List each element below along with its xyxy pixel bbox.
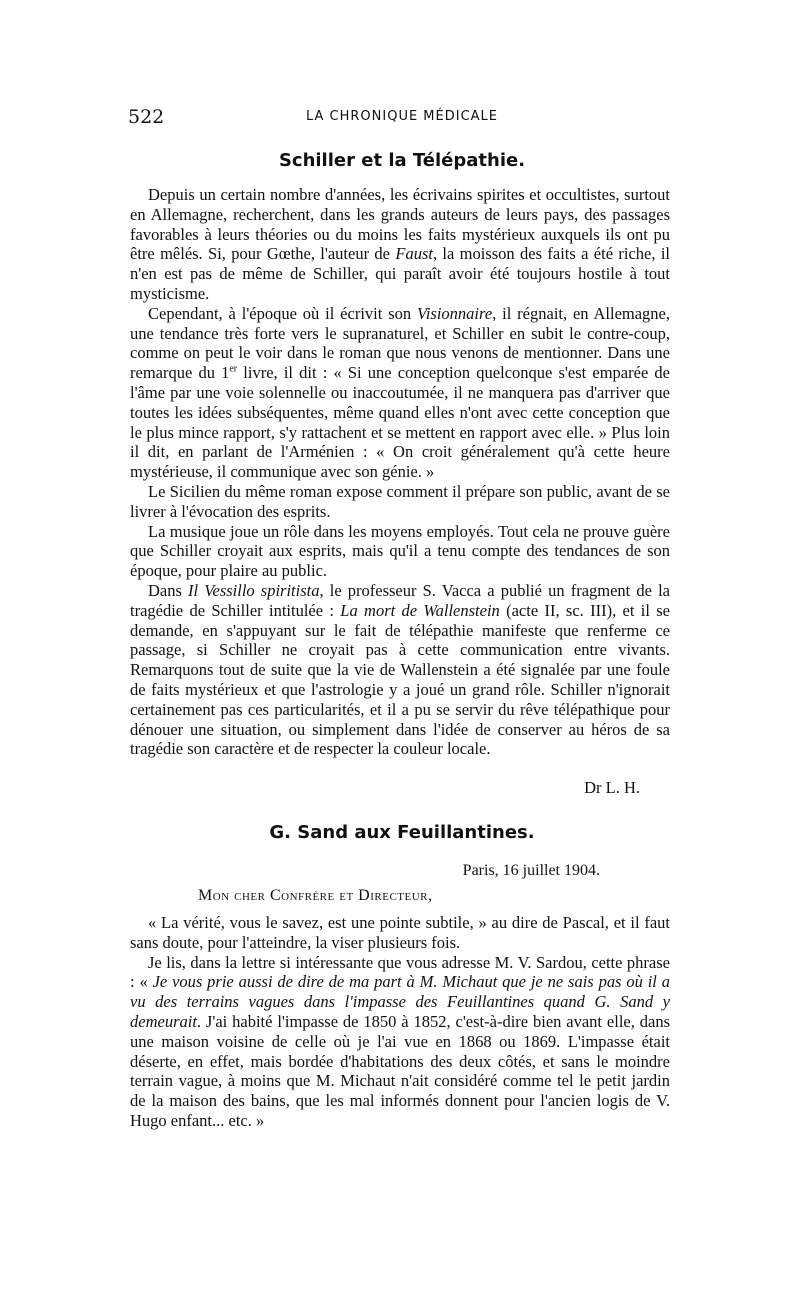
author-signature: Dr L. H. [584, 778, 640, 797]
paragraph: Le Sicilien du même roman expose comment il prépare son public, avant de se livrer à l'évocation des esprits. [130, 481, 670, 521]
article-body-schiller [130, 185, 670, 759]
paragraph: Dans Il Vessillo spiritista, le professeur S. Vacca a publié un fragment de la tragédie de Schiller intitulée : La mort de Wallenstein (acte II, sc. III), et il se demande, en s'appuyant sur le fait de télépathie manifeste que renferme ce passage, si Schiller ne croyait pas à cette communication entre vivants. Remarquons tout de suite que la vie de Wallenstein a été signalée par une foule de faits mystérieux et que l'astrologie y a joué un grand rôle. Schiller n'ignorait certainement pas ces particularités, et il a pu se servir du rêve télépathique pour dénouer une situation, ou simplement dans l'idée de conserver au héros de sa tragédie son caractère et de respecter la couleur locale. [130, 580, 670, 759]
letter-dateline: Paris, 16 juillet 1904. [462, 862, 600, 879]
letter-salutation: Mon cher Confrère et Directeur, [198, 887, 433, 904]
paragraph: Depuis un certain nombre d'années, les écrivains spirites et occultistes, surtout en Allemagne, recherchent, dans les grands auteurs de leurs pays, des passages favorables à leurs théories ou du moins les faits mystérieux auxquels ils ont pu être mêlés. Si, pour Gœthe, l'auteur de Faust, la moisson des faits a été riche, il n'en est pas de même de Schiller, qui paraît avoir été toujours hostile à tout mysticisme. [130, 185, 670, 303]
paragraph: « La vérité, vous le savez, est une pointe subtile, » au dire de Pascal, et il faut sans doute, pour l'atteindre, la viser plusieurs fois. [130, 913, 670, 952]
paragraph: Je lis, dans la lettre si intéressante que vous adresse M. V. Sardou, cette phrase : « Je vous prie aussi de dire de ma part à M. Michaut que je ne sais pas où il a vu des terrains vagues dans l'impasse des Feuillantines quand G. Sand y demeurait. J'ai habité l'impasse de 1850 à 1852, c'est-à-dire bien avant elle, dans une maison voisine de celle où je l'ai vue en 1868 ou 1869. L'impasse était déserte, en effet, mais bordée d'habitations des deux côtés, et sans le moindre terrain vague, à moins que M. Michaut n'ait considéré comme tel le petit jardin de la maison des bains, que les mal informés donnent pour l'ancien logis de V. Hugo enfant... etc. » [130, 952, 670, 1130]
article-title-schiller: Schiller et la Télépathie. [278, 150, 526, 171]
page-number: 522 [128, 106, 165, 128]
paragraph: Cependant, à l'époque où il écrivit son Visionnaire, il régnait, en Allemagne, une tendance très forte vers le supranaturel, et Schiller en subit le contre-coup, comme on peut le voir dans le roman que nous venons de mentionner. Dans une remarque du 1er livre, il dit : « Si une conception quelconque s'est emparée de l'âme par une voie solennelle ou inaccoutumée, il ne manquera pas d'arriver que toutes les idées subséquentes, même quand elles n'ont avec cette conception que le plus mince rapport, s'y rattachent et se mettent en rapport avec elle. » Plus loin il dit, en parlant de l'Arménien : « On croit généralement qu'à cette heure mystérieuse, il communique avec son génie. » [130, 303, 671, 482]
article-title-sand: G. Sand aux Feuillantines. [269, 822, 535, 843]
page-header [128, 106, 676, 132]
paragraph: La musique joue un rôle dans les moyens employés. Tout cela ne prouve guère que Schiller croyait aux esprits, mais qu'il a tenu compte des tendances de son époque, pour plaire au public. [130, 521, 670, 581]
article-body-sand [130, 913, 670, 1131]
running-title: LA CHRONIQUE MÉDICALE [305, 109, 499, 124]
